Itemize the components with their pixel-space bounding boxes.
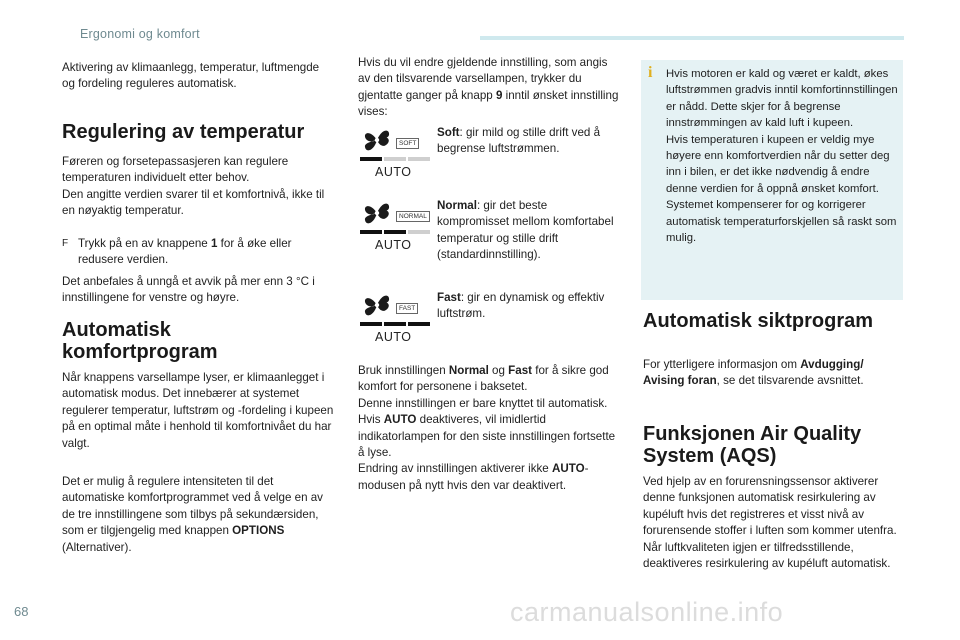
- mode-badge: FAST: [396, 303, 418, 314]
- info-box-text: Hvis motoren er kald og været er kaldt, økes luftstrømmen gradvis inntil komfortinnstillingen er nådd. Dette skjer for å begrense innstrømmingen av kald luft i kupeen. Hvis temperaturen i kupeen er veldig mye høyere enn komfortverdien når du setter deg inn i bilen, er det ikke nødvendig å endre denne verdien for å oppnå ønsket komfort. Systemet kompenserer for og korrigerer automatisk temperaturforskjellen så raskt som mulig.: [666, 68, 898, 245]
- auto-label: AUTO: [375, 238, 412, 252]
- mode-description: Fast: gir en dynamisk og effektiv luftstrøm.: [437, 291, 605, 321]
- level-bars: [360, 230, 432, 235]
- heading-sikt: Automatisk siktprogram: [643, 310, 874, 332]
- auto-paragraph-1: Når knappens varsellampe lyser, er klimaanlegget i automatisk modus. Det innebærer at systemet regulerer temperatur, luftstrøm og -fordeling i kupeen på en optimal måte i henhold til komfortnivået du har valgt.: [62, 371, 334, 450]
- fan-icon: [360, 125, 394, 155]
- level-bar: [408, 322, 430, 326]
- level-bars: [360, 157, 432, 162]
- header-accent-bar: [480, 36, 904, 40]
- level-bar: [360, 157, 382, 161]
- level-bar: [360, 230, 382, 234]
- mode-description: Normal: gir det beste kompromisset mellom komfortabel temperatur og stille drift (standardinnstilling).: [437, 199, 614, 262]
- level-bar: [408, 230, 430, 234]
- mode-outro-paragraph: Bruk innstillingen Normal og Fast for å sikre god komfort for personene i baksetet. Denne innstillingen er bare knyttet til automatisk. Hvis AUTO deaktiveres, vil imidlertid indikatorlampen for den siste innstillingen fortsette å lyse. Endring av innstillingen aktiverer ikke AUTO-modusen på nytt hvis den var deaktivert.: [358, 364, 616, 492]
- level-bar: [384, 230, 406, 234]
- section-title: Ergonomi og komfort: [80, 27, 200, 41]
- mode-icon-soft: [360, 125, 432, 179]
- page-number: 68: [14, 604, 29, 619]
- mode-icon-normal: [360, 198, 432, 252]
- mode-intro-paragraph: Hvis du vil endre gjeldende innstilling, som angis av den tilsvarende varsellampen, trykker du gjentatte ganger på knapp 9 inntil ønsket innstilling vises:: [358, 56, 619, 119]
- watermark: carmanualsonline.info: [510, 597, 784, 627]
- auto-paragraph-2: Det er mulig å regulere intensiteten til det automatiske komfortprogrammet ved å velge en av de tre innstillingene som tilbys på sekundærsiden, som er tilgjengelig med knappen OPTIONS (Alternativer).: [62, 475, 323, 554]
- temp-paragraph-3: Det anbefales å unngå et avvik på mer enn 3 °C i innstillingene for venstre og høyre.: [62, 275, 315, 305]
- fan-icon: [360, 290, 394, 320]
- level-bar: [408, 157, 430, 161]
- bullet-arrow-icon: F: [62, 238, 69, 249]
- level-bar: [384, 157, 406, 161]
- temp-paragraph-2: Den angitte verdien svarer til et komfortnivå, ikke til en nøyaktig temperatur.: [62, 188, 325, 218]
- aqs-paragraph: Ved hjelp av en forurensningssensor aktiverer denne funksjonen automatisk resirkulering av kupéluft hvis det registreres et visst nivå av forurensende stoffer i luften som kommer utenfra. Når luftkvaliteten igjen er tilfredsstillende, deaktiveres resirkulering av kupéluft automatisk.: [643, 475, 897, 571]
- heading-temperature: Regulering av temperatur: [62, 121, 305, 143]
- level-bars: [360, 322, 432, 327]
- mode-description: Soft: gir mild og stille drift ved å begrense luftstrømmen.: [437, 126, 601, 156]
- temp-paragraph-1: Føreren og forsetepassasjeren kan regulere temperaturen individuelt etter behov.: [62, 155, 289, 185]
- bullet-item: [62, 236, 334, 269]
- level-bar: [360, 322, 382, 326]
- mode-badge: SOFT: [396, 138, 419, 149]
- auto-label: AUTO: [375, 330, 412, 344]
- heading-auto-comfort: Automatisk komfortprogram: [62, 319, 218, 363]
- bullet-text: Trykk på en av knappene 1 for å øke eller redusere verdien.: [78, 237, 292, 267]
- heading-aqs: Funksjonen Air Quality System (AQS): [643, 423, 862, 467]
- fan-icon: [360, 198, 394, 228]
- intro-paragraph: Aktivering av klimaanlegg, temperatur, luftmengde og fordeling reguleres automatisk.: [62, 61, 320, 91]
- level-bar: [384, 322, 406, 326]
- info-icon: i: [648, 64, 653, 81]
- sikt-paragraph: For ytterligere informasjon om Avdugging/ Avising foran, se det tilsvarende avsnittet.: [643, 358, 864, 388]
- mode-badge: NORMAL: [396, 211, 430, 222]
- auto-label: AUTO: [375, 165, 412, 179]
- mode-icon-fast: [360, 290, 432, 344]
